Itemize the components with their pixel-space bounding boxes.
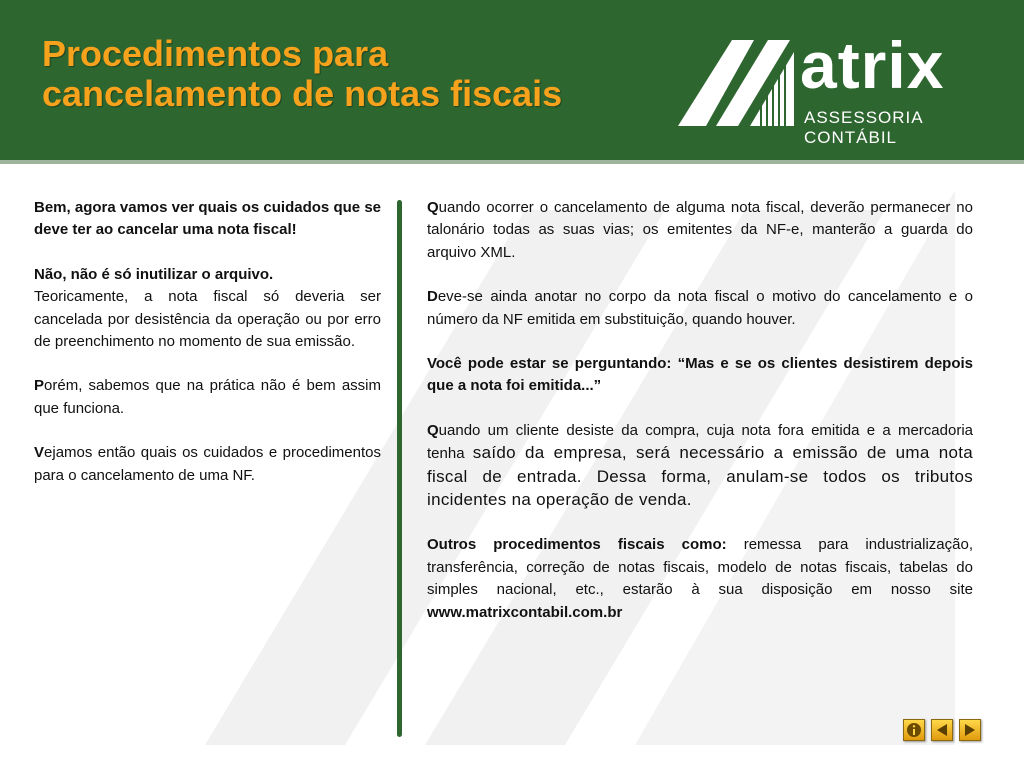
matrix-m-icon [676, 30, 806, 130]
right-column [427, 197, 973, 646]
paragraph-desistance: Quando um cliente desiste da compra, cuja nota fora emitida e a mercadoria tenha saído da empresa, será necessário a emissão de uma nota fiscal de entrada. Dessa forma, anulam-se todos os tributos incidentes na operação de venda. [427, 421, 973, 510]
paragraph-practice: Porém, sabemos que na prática não é bem assim que funciona. [34, 377, 381, 417]
next-button[interactable] [959, 719, 981, 741]
paragraph-theory: Teoricamente, a nota fiscal só deveria ser cancelada por desistência da operação ou por erro de preenchimento no momento de sua emissão. [34, 288, 381, 351]
title-line-2: cancelamento de notas fiscais [42, 73, 563, 114]
paragraph-other-procedures: Outros procedimentos fiscais como: remessa para industrialização, transferência, correção de notas fiscais, modelo de notas fiscais, tabelas do simples nacional, etc., estarão à sua disposição em nosso site www.matrixcontabil.com.br [427, 536, 973, 621]
arrow-right-icon [963, 723, 977, 737]
logo-subtitle: ASSESSORIA CONTÁBIL [804, 108, 923, 147]
paragraph-annotate: Deve-se ainda anotar no corpo da nota fiscal o motivo do cancelamento e o número da NF emitida em substituição, quando houver. [427, 288, 973, 328]
info-button[interactable] [903, 719, 925, 741]
paragraph-next: Vejamos então quais os cuidados e procedimentos para o cancelamento de uma NF. [34, 444, 381, 484]
intro-text: Bem, agora vamos ver quais os cuidados que se deve ter ao cancelar uma nota fiscal! [34, 199, 381, 239]
paragraph-question: Você pode estar se perguntando: “Mas e se os clientes desistirem depois que a nota foi emitida...” [427, 355, 973, 395]
header-banner [0, 0, 1024, 160]
logo-wordmark: atrix [800, 28, 945, 102]
info-icon [906, 722, 922, 738]
arrow-left-icon [935, 723, 949, 737]
left-column [34, 197, 381, 509]
previous-button[interactable] [931, 719, 953, 741]
site-link[interactable]: www.matrixcontabil.com.br [427, 603, 623, 621]
title-line-1: Procedimentos para [42, 33, 389, 74]
matrix-logo [676, 28, 1006, 147]
page-title [42, 34, 662, 114]
paragraph-cancel-copies: Quando ocorrer o cancelamento de alguma nota fiscal, deverão permanecer no talonário todas as suas vias; os emitentes da NF-e, manterão a guarda do arquivo XML. [427, 199, 973, 261]
header-divider [0, 160, 1024, 164]
section-heading: Não, não é só inutilizar o arquivo. [34, 265, 274, 283]
column-divider [397, 200, 402, 737]
